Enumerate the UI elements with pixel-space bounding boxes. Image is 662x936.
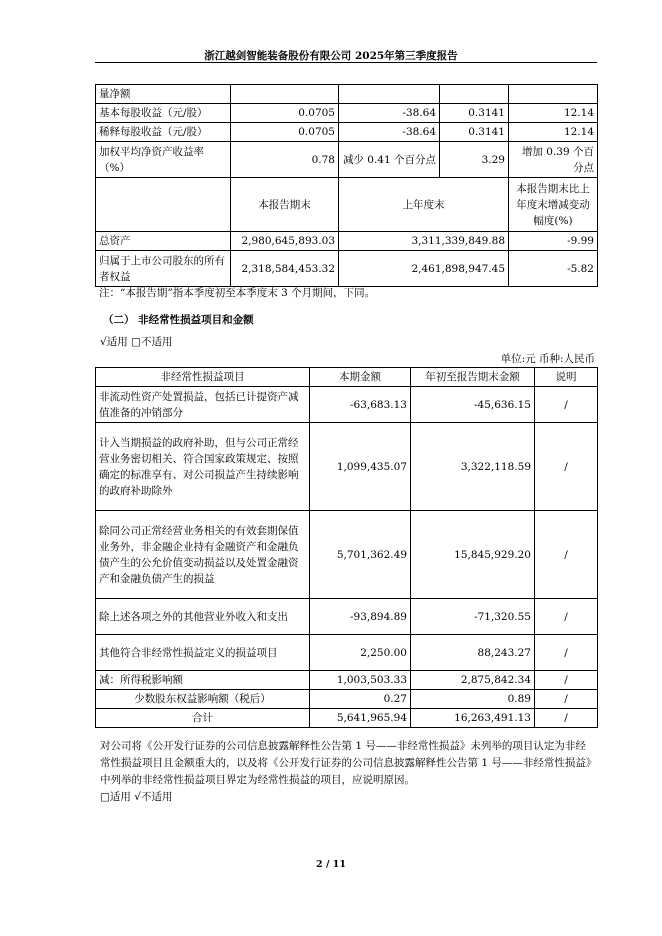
cell-note: / xyxy=(535,690,598,709)
cell-value: 0.0705 xyxy=(231,104,339,123)
cell-value: 5,701,362.49 xyxy=(310,511,411,599)
footnote: 注：“本报告期”指本季度初至本季度末 3 个月期间，下同。 xyxy=(99,287,376,299)
item-label: 其他符合非经常性损益定义的损益项目 xyxy=(96,635,310,671)
row-label: 稀释每股收益（元/股） xyxy=(96,123,231,142)
cell-value: 0.27 xyxy=(310,690,411,709)
header-rule xyxy=(95,62,597,63)
cell-note: / xyxy=(535,599,598,635)
cell-value: 12.14 xyxy=(509,104,598,123)
item-label: 少数股东权益影响额（税后） xyxy=(96,690,310,709)
cell-value: -71,320.55 xyxy=(411,599,535,635)
section-title: （二） 非经常性损益项目和金额 xyxy=(103,314,254,326)
cell-value: 0.89 xyxy=(411,690,535,709)
cell-value: 5,641,965.94 xyxy=(310,709,411,728)
table-row xyxy=(96,104,598,123)
cell-value: 3.29 xyxy=(440,142,509,178)
table-row xyxy=(96,123,598,142)
table-header-row xyxy=(96,178,598,232)
main-indicators-table xyxy=(95,84,598,287)
cell-note: / xyxy=(535,511,598,599)
cell-note: / xyxy=(535,423,598,511)
row-label: 基本每股收益（元/股） xyxy=(96,104,231,123)
item-label: 除上述各项之外的其他营业外收入和支出 xyxy=(96,599,310,635)
table-row xyxy=(96,387,598,423)
cell-value: 3,322,118.59 xyxy=(411,423,535,511)
unit-label: 单位:元 币种:人民币 xyxy=(500,353,595,365)
table-row xyxy=(96,423,598,511)
cell-value: 减少 0.41 个百分点 xyxy=(339,142,440,178)
table-row xyxy=(96,635,598,671)
cell-value: 0.3141 xyxy=(440,104,509,123)
cell-value: -93,894.89 xyxy=(310,599,411,635)
table-row xyxy=(96,142,598,178)
column-header: 本报告期末 xyxy=(231,178,339,232)
cell-value: -9.99 xyxy=(509,232,598,251)
table-row xyxy=(96,251,598,287)
cell-value: 88,243.27 xyxy=(411,635,535,671)
cell-value: 0.78 xyxy=(231,142,339,178)
column-header: 说明 xyxy=(535,368,598,387)
item-label: 合计 xyxy=(96,709,310,728)
cell-value: 2,875,842.34 xyxy=(411,671,535,690)
item-label: 减：所得税影响额 xyxy=(96,671,310,690)
column-header: 本期金额 xyxy=(310,368,411,387)
table-row xyxy=(96,599,598,635)
cell-note: / xyxy=(535,635,598,671)
cell-value: -5.82 xyxy=(509,251,598,287)
cell-value: 2,461,898,947.45 xyxy=(339,251,509,287)
explanation-paragraph: 对公司将《公开发行证券的公司信息披露解释性公告第 1 号——非经常性损益》未列举的项目认定为非经常性损益项目且金额重大的，以及将《公开发行证券的公司信息披露解释性公告第 1 号——非经常性损益》中列举的非经常性损益项目界定为经常性损益的项目，应说明原因。 xyxy=(100,740,592,786)
non-recurring-items-table xyxy=(95,367,598,728)
column-header: 非经常性损益项目 xyxy=(96,368,310,387)
cell-value: 12.14 xyxy=(509,123,598,142)
table-total-row xyxy=(96,709,598,728)
applicability-check-2: □适用 √不适用 xyxy=(100,791,173,803)
table-row xyxy=(96,511,598,599)
table-row xyxy=(96,671,598,690)
row-label: 加权平均净资产收益率（%） xyxy=(96,142,231,178)
page-number: 2 / 11 xyxy=(316,859,346,870)
cell-value: 1,003,503.33 xyxy=(310,671,411,690)
cell-note: / xyxy=(535,387,598,423)
row-label: 量净额 xyxy=(96,85,231,104)
cell-value: 1,099,435.07 xyxy=(310,423,411,511)
cell-value: 2,250.00 xyxy=(310,635,411,671)
column-header: 上年度末 xyxy=(339,178,509,232)
cell-value: 16,263,491.13 xyxy=(411,709,535,728)
column-header: 年初至报告期末金额 xyxy=(411,368,535,387)
item-label: 非流动性资产处置损益，包括已计提资产减值准备的冲销部分 xyxy=(96,387,310,423)
cell-note: / xyxy=(535,671,598,690)
cell-value: -38.64 xyxy=(339,123,440,142)
cell-value: 3,311,339,849.88 xyxy=(339,232,509,251)
row-label: 总资产 xyxy=(96,232,231,251)
table-row xyxy=(96,85,598,104)
table-row xyxy=(96,690,598,709)
column-header: 本报告期末比上年度末增减变动幅度(%) xyxy=(509,178,598,232)
report-header-title: 浙江越剑智能装备股份有限公司 2025年第三季度报告 xyxy=(204,50,458,62)
table-header-row xyxy=(96,368,598,387)
item-label: 除同公司正常经营业务相关的有效套期保值业务外，非金融企业持有金融资产和金融负债产生的公允价值变动损益以及处置金融资产和金融负债产生的损益 xyxy=(96,511,310,599)
table-row xyxy=(96,232,598,251)
cell-value: 2,318,584,453.32 xyxy=(231,251,339,287)
cell-note: / xyxy=(535,709,598,728)
cell-value: 0.0705 xyxy=(231,123,339,142)
item-label: 计入当期损益的政府补助，但与公司正常经营业务密切相关、符合国家政策规定、按照确定的标准享有、对公司损益产生持续影响的政府补助除外 xyxy=(96,423,310,511)
cell-value: 15,845,929.20 xyxy=(411,511,535,599)
cell-value: -45,636.15 xyxy=(411,387,535,423)
cell-value: -63,683.13 xyxy=(310,387,411,423)
applicability-check: √适用 □不适用 xyxy=(100,336,173,348)
cell-value: 增加 0.39 个百分点 xyxy=(509,142,598,178)
row-label: 归属于上市公司股东的所有者权益 xyxy=(96,251,231,287)
cell-value: 2,980,645,893.03 xyxy=(231,232,339,251)
cell-value: -38.64 xyxy=(339,104,440,123)
cell-value: 0.3141 xyxy=(440,123,509,142)
